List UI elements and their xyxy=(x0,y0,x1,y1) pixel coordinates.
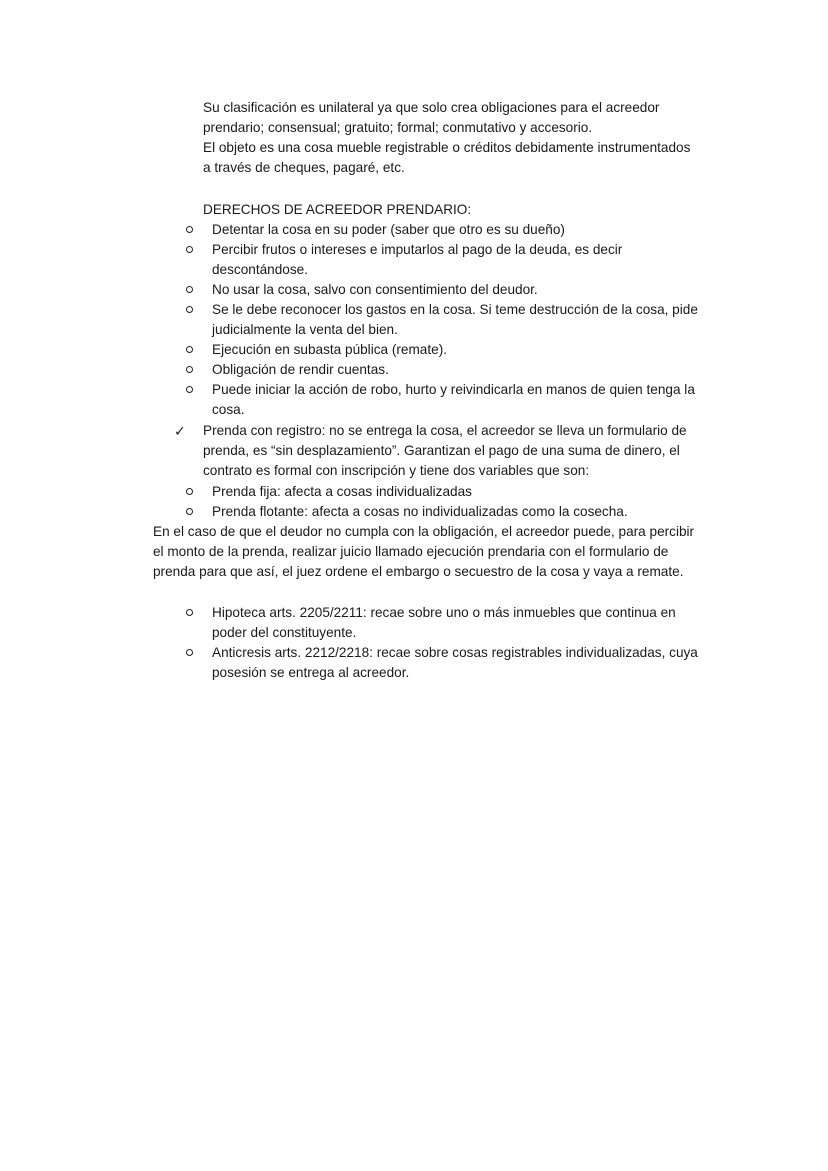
checkmark-icon: ✓ xyxy=(174,423,186,439)
list-item-text: cosa. xyxy=(212,402,245,417)
circle-bullet-icon xyxy=(186,488,193,495)
list-item-text: Puede iniciar la acción de robo, hurto y reivindicarla en manos de quien tenga la xyxy=(212,382,695,397)
intro-paragraph xyxy=(203,98,743,178)
list-item-text: descontándose. xyxy=(212,262,308,277)
list-item-text: contrato es formal con inscripción y tiene dos variables que son: xyxy=(203,463,590,478)
text-line: El objeto es una cosa mueble registrable o créditos debidamente instrumentados xyxy=(203,140,691,155)
list-item-text: Obligación de rendir cuentas. xyxy=(212,362,389,377)
text-line: a través de cheques, pagaré, etc. xyxy=(203,160,405,175)
list-item-text: prenda, es “sin desplazamiento”. Garantizan el pago de una suma de dinero, el xyxy=(203,443,680,458)
circle-bullet-icon xyxy=(186,306,193,313)
list-item-text: Detentar la cosa en su poder (saber que otro es su dueño) xyxy=(212,222,565,237)
list-item-text: Se le debe reconocer los gastos en la cosa. Si teme destrucción de la cosa, pide xyxy=(212,302,698,317)
circle-bullet-icon xyxy=(186,366,193,373)
list-item-text: No usar la cosa, salvo con consentimiento del deudor. xyxy=(212,282,538,297)
circle-bullet-icon xyxy=(186,226,193,233)
list-item-text: Prenda con registro: no se entrega la cosa, el acreedor se lleva un formulario de xyxy=(203,423,687,438)
circle-bullet-icon xyxy=(186,649,193,656)
circle-bullet-icon xyxy=(186,609,193,616)
circle-bullet-icon xyxy=(186,286,193,293)
list-item-text: Percibir frutos o intereses e imputarlos al pago de la deuda, es decir xyxy=(212,242,623,257)
heading-text: DERECHOS DE ACREEDOR PRENDARIO: xyxy=(203,202,472,217)
circle-bullet-icon xyxy=(186,346,193,353)
list-item-text: poder del constituyente. xyxy=(212,625,357,640)
list-item-text: judicialmente la venta del bien. xyxy=(212,322,398,337)
list-item-text: Prenda flotante: afecta a cosas no individualizadas como la cosecha. xyxy=(212,504,628,519)
section-heading xyxy=(203,200,743,220)
list-item-text: Prenda fija: afecta a cosas individualizadas xyxy=(212,484,472,499)
text-line: prendario; consensual; gratuito; formal; conmutativo y accesorio. xyxy=(203,120,593,135)
text-line: el monto de la prenda, realizar juicio llamado ejecución prendaria con el formulario de xyxy=(153,544,669,559)
text-line: prenda para que así, el juez ordene el embargo o secuestro de la cosa y vaya a remate. xyxy=(153,564,684,579)
list-item-text: Hipoteca arts. 2205/2211: recae sobre uno o más inmuebles que continua en xyxy=(212,605,676,620)
body-paragraph xyxy=(153,522,733,582)
circle-bullet-icon xyxy=(186,386,193,393)
list-item-text: posesión se entrega al acreedor. xyxy=(212,665,410,680)
list-item-text: Ejecución en subasta pública (remate). xyxy=(212,342,447,357)
text-line: Su clasificación es unilateral ya que solo crea obligaciones para el acreedor xyxy=(203,100,660,115)
text-line: En el caso de que el deudor no cumpla con la obligación, el acreedor puede, para percibir xyxy=(153,524,695,539)
circle-bullet-icon xyxy=(186,508,193,515)
circle-bullet-icon xyxy=(186,246,193,253)
list-item-text: Anticresis arts. 2212/2218: recae sobre cosas registrables individualizadas, cuya xyxy=(212,645,698,660)
